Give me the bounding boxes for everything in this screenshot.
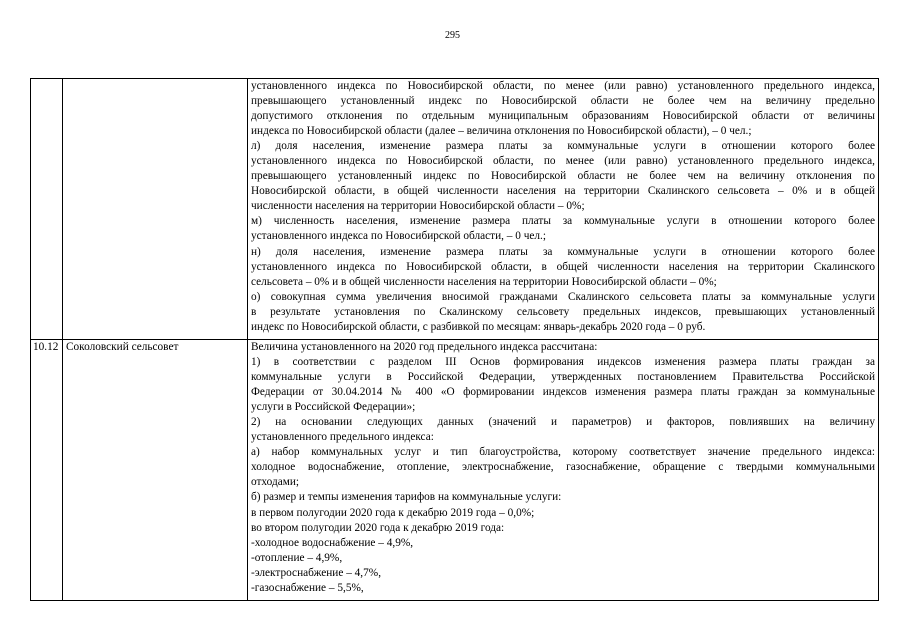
text-line: отходами;: [251, 476, 300, 489]
text-line: -электроснабжение – 4,7%,: [251, 566, 382, 579]
text-line: в первом полугодии 2020 года к декабрю 2019 года – 0,0%;: [251, 506, 535, 519]
text-line: о) совокупная сумма увеличения вносимой гражданами Скалинского сельсовета платы за коммунальные услуги: [251, 290, 875, 303]
document-table: [30, 78, 879, 601]
text-line: во втором полугодии 2020 года к декабрю 2019 года:: [251, 521, 505, 534]
text-line: н) доля населения, изменение размера платы за коммунальные услуги в отношении которого более: [251, 245, 875, 258]
text-line: Федерации от 30.04.2014 № 400 «О формировании индексов изменения размера платы граждан за коммунальные: [251, 386, 875, 399]
text-line: установленного индекса по Новосибирской области, в общей численности населения на территории Скалинского: [251, 260, 875, 273]
table-row: [31, 79, 879, 340]
text-line: -газоснабжение – 5,5%,: [251, 581, 364, 594]
text-line: индекса по Новосибирской области (далее – величина отклонения по Новосибирской области), – 0 чел.;: [251, 125, 752, 138]
text-line: превышающего установленный индекс по Новосибирской области не более чем на величину отклонения по: [251, 170, 875, 183]
text-line: в результате установления по Скалинскому сельсовету предельных индексов, превышающих установленный: [251, 305, 875, 318]
text-line: 1) в соответствии с разделом III Основ формирования индексов изменения размера платы граждан за: [251, 356, 875, 369]
text-line: -холодное водоснабжение – 4,9%,: [251, 536, 414, 549]
description-cell: [248, 79, 879, 340]
text-line: установленного предельного индекса:: [251, 431, 434, 444]
text-line: услуги в Российской Федерации»;: [251, 401, 416, 414]
text-line: установленного индекса по Новосибирской области, – 0 чел.;: [251, 230, 547, 243]
text-line: превышающего установленный индекс по Новосибирской области не более чем на величину предельно: [251, 95, 875, 108]
text-line: м) численность населения, изменение размера платы за коммунальные услуги в отношении которого более: [251, 215, 875, 228]
text-line: 2) на основании следующих данных (значений и параметров) и факторов, повлиявших на величину: [251, 416, 875, 429]
row-number-cell: [31, 79, 63, 340]
text-line: -отопление – 4,9%,: [251, 551, 343, 564]
text-line: а) набор коммунальных услуг и тип благоустройства, которому соответствует значение предельного индекса:: [251, 446, 875, 459]
text-line: л) доля населения, изменение размера платы за коммунальные услуги в отношении которого более: [251, 140, 875, 153]
text-line: установленного индекса по Новосибирской области, по менее (или равно) установленного предельного индекса,: [251, 80, 875, 92]
table-row: [31, 340, 879, 601]
text-line: численности населения на территории Новосибирской области – 0%;: [251, 200, 585, 213]
municipality-name-cell: Соколовский сельсовет: [63, 340, 248, 601]
text-line: Величина установленного на 2020 год предельного индекса рассчитана:: [251, 341, 598, 353]
text-line: допустимого отклонения по отдельным муниципальным образованиям Новосибирской области от величины: [251, 110, 875, 123]
text-line: установленного индекса по Новосибирской области, по менее (или равно) установленного предельного индекса,: [251, 155, 875, 168]
text-line: коммунальные услуги в Российской Федерации, утвержденных постановлением Правительства Российской: [251, 371, 875, 384]
municipality-name-cell: [63, 79, 248, 340]
text-line: б) размер и темпы изменения тарифов на коммунальные услуги:: [251, 491, 562, 504]
text-line: холодное водоснабжение, отопление, электроснабжение, газоснабжение, обращение с твердыми коммунальными: [251, 461, 875, 474]
row-number-cell: 10.12: [31, 340, 63, 601]
text-line: индекс по Новосибирской области, с разбивкой по месяцам: январь-декабрь 2020 года – 0 руб.: [251, 320, 706, 333]
page-number: 295: [445, 30, 460, 41]
text-line: Новосибирской области, в общей численности населения на территории Скалинского сельсовета – 0% и в общей: [251, 185, 875, 198]
text-line: сельсовета – 0% и в общей численности населения на территории Новосибирской области – 0%;: [251, 275, 717, 288]
description-cell: [248, 340, 879, 601]
